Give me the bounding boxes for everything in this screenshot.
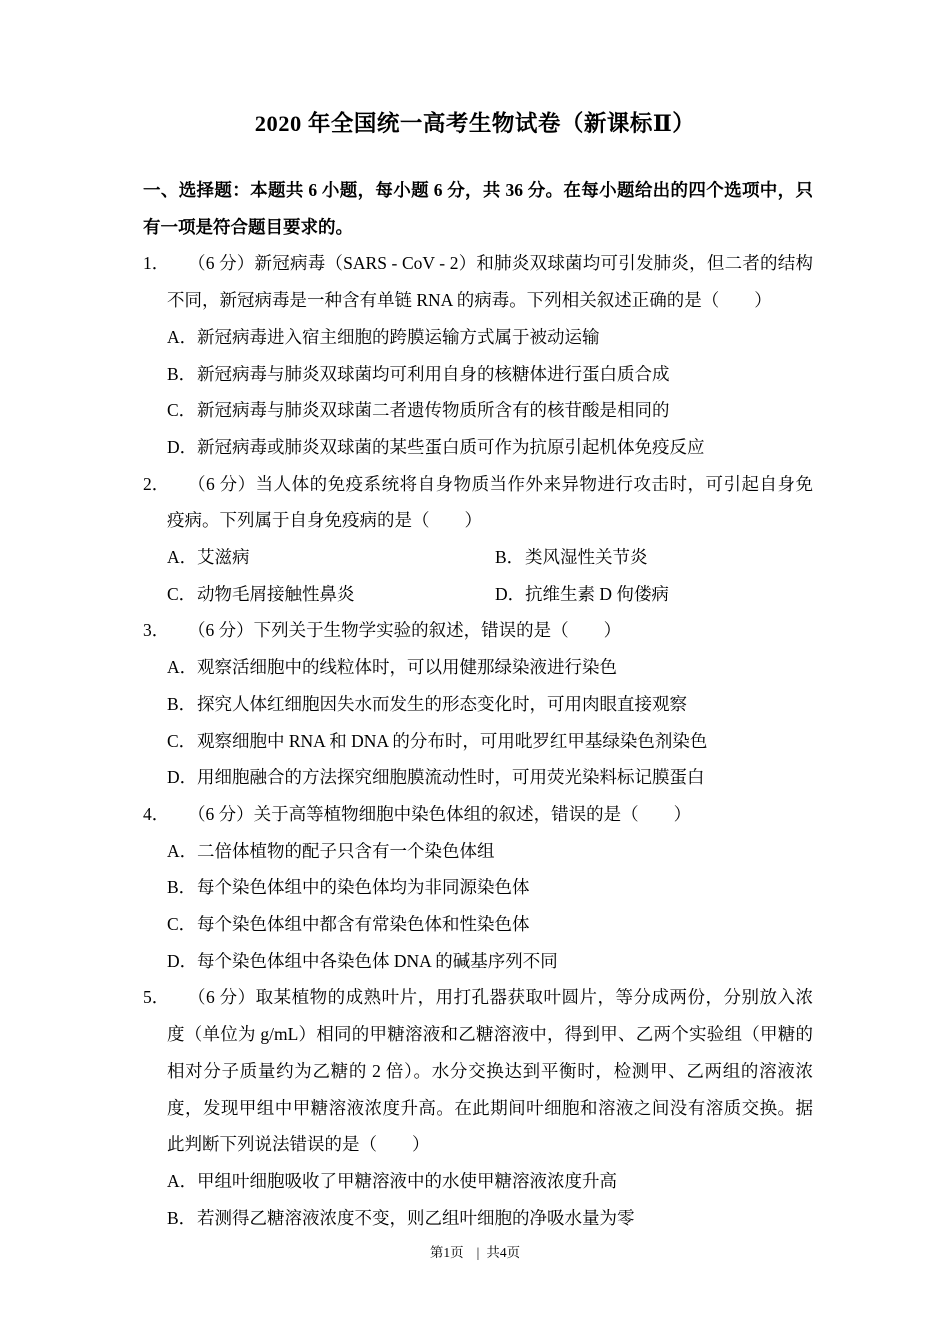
question-3: [143, 612, 813, 796]
option-label: B．: [167, 1207, 197, 1228]
option-text: 二倍体植物的配子只含有一个染色体组: [197, 840, 495, 861]
option-text: 若测得乙糖溶液浓度不变，则乙组叶细胞的净吸水量为零: [197, 1207, 635, 1228]
question-number: 3．: [143, 620, 170, 641]
question-2: [143, 466, 813, 613]
option-text: 新冠病毒与肺炎双球菌二者遗传物质所含有的核苷酸是相同的: [197, 400, 670, 421]
question-5: [143, 979, 813, 1236]
option-d: [143, 943, 813, 980]
option-b: [495, 539, 648, 576]
question-stem-text: （6 分）新冠病毒（SARS - CoV - 2）和肺炎双球菌均可引发肺炎，但二者的结构不同，新冠病毒是一种含有单链 RNA 的病毒。下列相关叙述正确的是（ ）: [167, 253, 813, 311]
question-stem: [143, 466, 813, 539]
option-label: C．: [167, 730, 197, 751]
option-text: 观察活细胞中的线粒体时，可以用健那绿染液进行染色: [197, 657, 617, 678]
option-label: B．: [167, 877, 197, 898]
option-label: D．: [167, 950, 198, 971]
option-a: [143, 649, 813, 686]
option-c: [143, 392, 813, 429]
option-row: [143, 539, 813, 576]
option-text: 观察细胞中 RNA 和 DNA 的分布时，可用吡罗红甲基绿染色剂染色: [197, 730, 708, 751]
question-stem-text: （6 分）下列关于生物学实验的叙述，错误的是（ ）: [188, 620, 622, 641]
option-label: A．: [167, 657, 198, 678]
option-text: 用细胞融合的方法探究细胞膜流动性时，可用荧光染料标记膜蛋白: [197, 767, 705, 788]
page-footer: [0, 1243, 950, 1263]
exam-body: [143, 172, 813, 1236]
question-4: [143, 796, 813, 980]
question-number: 1．: [143, 253, 170, 274]
option-c: [143, 906, 813, 943]
option-text: 类风湿性关节炎: [525, 547, 648, 568]
option-label: C．: [167, 583, 197, 604]
option-text: 每个染色体组中的染色体均为非同源染色体: [197, 877, 530, 898]
option-b: [143, 1200, 813, 1237]
option-label: B．: [167, 693, 197, 714]
option-text: 新冠病毒或肺炎双球菌的某些蛋白质可作为抗原引起机体免疫反应: [197, 436, 705, 457]
option-label: C．: [167, 914, 197, 935]
question-stem: [143, 979, 813, 1163]
option-label: A．: [167, 1170, 198, 1191]
footer-separator: |: [476, 1245, 480, 1260]
option-text: 每个染色体组中各染色体 DNA 的碱基序列不同: [197, 950, 558, 971]
option-label: B．: [495, 547, 525, 568]
option-label: C．: [167, 400, 197, 421]
option-text: 甲组叶细胞吸收了甲糖溶液中的水使甲糖溶液浓度升高: [197, 1170, 617, 1191]
option-label: A．: [167, 840, 198, 861]
option-a: [167, 539, 495, 576]
option-text: 抗维生素 D 佝偻病: [525, 583, 669, 604]
option-b: [143, 686, 813, 723]
option-d: [495, 576, 669, 613]
option-d: [143, 429, 813, 466]
option-label: D．: [495, 583, 526, 604]
question-stem: [143, 245, 813, 318]
question-number: 5．: [143, 987, 170, 1008]
option-a: [143, 833, 813, 870]
option-label: B．: [167, 363, 197, 384]
question-stem: [143, 612, 813, 649]
question-stem-text: （6 分）取某植物的成熟叶片，用打孔器获取叶圆片，等分成两份，分别放入浓度（单位为 g/mL）相同的甲糖溶液和乙糖溶液中，得到甲、乙两个实验组（甲糖的相对分子质量约为乙糖的 2 倍）。水分交换达到平衡时，检测甲、乙两组的溶液浓度，发现甲组中甲糖溶液浓度升高。在此期间叶细胞和溶液之间没有溶质交换。据此判断下列说法错误的是（ ）: [167, 987, 813, 1155]
option-label: A．: [167, 547, 198, 568]
option-text: 新冠病毒与肺炎双球菌均可利用自身的核糖体进行蛋白质合成: [197, 363, 670, 384]
option-text: 每个染色体组中都含有常染色体和性染色体: [197, 914, 530, 935]
option-b: [143, 356, 813, 393]
option-text: 探究人体红细胞因失水而发生的形态变化时，可用肉眼直接观察: [197, 693, 687, 714]
option-label: D．: [167, 436, 198, 457]
question-stem: [143, 796, 813, 833]
option-c: [143, 723, 813, 760]
question-1: [143, 245, 813, 465]
option-a: [143, 1163, 813, 1200]
question-number: 2．: [143, 473, 170, 494]
option-row: [143, 576, 813, 613]
option-text: 动物毛屑接触性鼻炎: [197, 583, 355, 604]
question-number: 4．: [143, 803, 170, 824]
option-text: 艾滋病: [197, 547, 250, 568]
footer-total-pages: 共4页: [486, 1245, 521, 1260]
page-title: 2020 年全国统一高考生物试卷（新课标Ⅱ）: [254, 111, 696, 136]
option-label: A．: [167, 326, 198, 347]
option-d: [143, 759, 813, 796]
option-b: [143, 869, 813, 906]
footer-page-number: 第1页: [429, 1245, 464, 1260]
section-header: 一、选择题：本题共 6 小题，每小题 6 分，共 36 分。在每小题给出的四个选项中，只有一项是符合题目要求的。: [143, 180, 813, 237]
question-stem-text: （6 分）当人体的免疫系统将自身物质当作外来异物进行攻击时，可引起自身免疫病。下列属于自身免疫病的是（ ）: [167, 473, 813, 531]
option-a: [143, 319, 813, 356]
question-stem-text: （6 分）关于高等植物细胞中染色体组的叙述，错误的是（ ）: [188, 803, 692, 824]
option-text: 新冠病毒进入宿主细胞的跨膜运输方式属于被动运输: [197, 326, 600, 347]
option-label: D．: [167, 767, 198, 788]
option-c: [167, 576, 495, 613]
